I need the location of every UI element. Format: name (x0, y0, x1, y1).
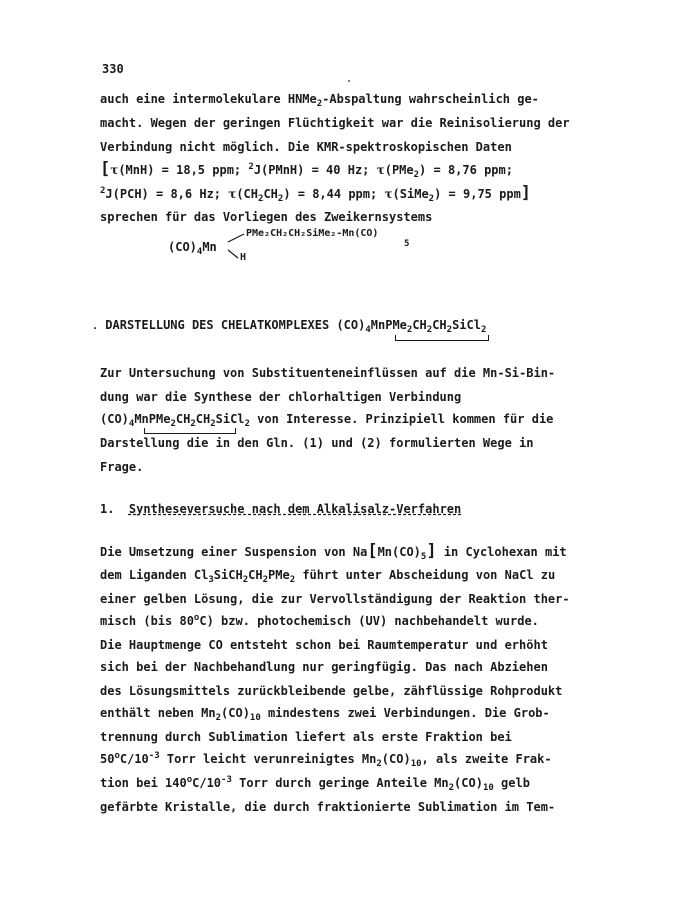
text-segment: C/10 (192, 776, 222, 790)
subscript: 2 (215, 713, 222, 723)
text-line (100, 751, 552, 769)
subscript: 2 (446, 325, 453, 335)
text-line: gefärbte Kristalle, die durch fraktionierte Sublimation im Tem- (100, 800, 556, 814)
bracket-close: ] (426, 541, 437, 561)
subscript: 2 (426, 325, 433, 335)
text-line (100, 92, 539, 109)
text-segment: (CH (236, 187, 259, 201)
text-line (100, 541, 567, 562)
subscript: 2 (244, 419, 250, 429)
subscript: 2 (448, 783, 455, 793)
text-segment: (PMe (384, 163, 414, 177)
text-segment: in Cyclohexan mit (436, 545, 567, 559)
text-segment: C/10 (119, 752, 149, 766)
text-line: Zur Untersuchung von Substituenteneinflüssen auf die Mn-Si-Bin- (100, 366, 556, 380)
superscript: -3 (221, 775, 232, 785)
text-segment: (CO) (168, 240, 197, 254)
text-segment: SiCH (213, 568, 243, 582)
text-line (100, 412, 554, 429)
margin-mark: . (92, 321, 99, 332)
subscript: 2 (316, 99, 323, 109)
text-segment: mindestens zwei Verbindungen. Die Grob- (260, 706, 550, 720)
text-segment: MnPMe (370, 318, 407, 332)
text-segment: (SiMe (392, 187, 429, 201)
subscript: 2 (376, 759, 382, 769)
text-segment: (CO) (381, 752, 411, 766)
subscript: 2 (258, 194, 264, 204)
formula-co4mn (168, 240, 217, 257)
bracket-open: [ (367, 541, 378, 561)
text-segment: (MnH) = 18,5 ppm; (118, 163, 242, 177)
subscript: 10 (249, 713, 261, 723)
text-segment: auch eine intermolekulare HNMe (100, 92, 317, 106)
subscript: 2 (210, 419, 216, 429)
text-line (100, 706, 550, 723)
scan-speck (348, 80, 350, 82)
subscript: 2 (289, 575, 296, 585)
text-line: sich bei der Nachbehandlung nur geringfügig. Das nach Abziehen (100, 660, 548, 674)
text-segment: J(PMnH) = 40 Hz; (253, 163, 370, 177)
subscript: 2 (170, 419, 176, 429)
chelate-ring-bracket (395, 335, 489, 341)
text-segment: 50 (100, 752, 115, 766)
subscript: 3 (208, 575, 214, 585)
subscript: 2 (277, 194, 284, 204)
text-segment: Die Umsetzung einer Suspension von Na (100, 545, 368, 559)
subscript: 2 (480, 325, 487, 335)
section-title: Syntheseversuche nach dem Alkalisalz-Verfahren (128, 502, 462, 516)
subscript: 2 (413, 170, 420, 180)
subscript: 4 (128, 419, 135, 429)
tau-symbol: τ (228, 187, 237, 201)
text-segment: C) bzw. photochemisch (UV) nachbehandelt wurde. (199, 614, 539, 628)
text-segment: CH (175, 412, 191, 426)
text-segment: (CO) (221, 706, 250, 720)
subscript: 2 (190, 419, 196, 429)
chelate-ring-bracket (144, 428, 236, 434)
text-segment: CH (248, 568, 263, 582)
text-segment: Mn(CO) (377, 545, 421, 559)
text-segment: Torr durch geringe Anteile Mn (231, 776, 449, 790)
text-line: Die Hauptmenge CO entsteht schon bei Raumtemperatur und erhöht (100, 638, 548, 652)
text-segment: ) = 8,76 ppm; (419, 163, 513, 177)
text-segment: (CO) (454, 776, 483, 790)
subscript: 5 (420, 552, 427, 562)
text-segment: CH (195, 412, 211, 426)
structural-formula: $(CO)_4Mn$ PMe₂CH₂CH₂SiMe₂-Mn(CO) 5 H (168, 226, 428, 266)
text-segment: Torr leicht verunreinigtes Mn (159, 752, 377, 766)
text-line (100, 775, 530, 793)
tau-symbol: τ (376, 163, 385, 177)
subscript: 4 (365, 325, 371, 335)
text-segment: ) = 9,75 ppm (434, 187, 521, 201)
text-segment: CH (263, 187, 278, 201)
nmr-data-line-2 (100, 183, 532, 204)
text-line: Darstellung die in den Gln. (1) und (2) formulierten Wege in (100, 436, 534, 450)
superscript: o (114, 751, 120, 761)
text-segment: SiCl (215, 412, 245, 426)
bracket-close: ] (520, 183, 532, 203)
text-line (100, 568, 556, 585)
text-line: einer gelben Lösung, die zur Vervollständigung der Reaktion ther- (100, 592, 570, 606)
text-segment: Mn (202, 240, 217, 254)
text-segment: tion bei 140 (100, 776, 187, 790)
text-segment: -Abspaltung wahrscheinlich ge- (322, 92, 539, 106)
section-heading-chelate (92, 318, 486, 334)
text-segment: MnPMe (134, 412, 171, 426)
text-line (100, 614, 539, 628)
text-segment: CH (412, 318, 427, 332)
subscript: 2 (406, 325, 413, 335)
subscript: 10 (482, 783, 494, 793)
formula-upper-chain: PMe₂CH₂CH₂SiMe₂-Mn(CO) (246, 228, 379, 239)
text-segment: gelb (493, 776, 530, 790)
superscript: o (193, 613, 200, 623)
text-segment: , als zweite Frak- (421, 752, 552, 766)
bracket-open: [ (100, 159, 111, 179)
superscript: 2 (248, 162, 254, 172)
text-segment: enthält neben Mn (100, 706, 216, 720)
text-segment: SiCl (452, 318, 481, 332)
superscript: 2 (100, 186, 106, 196)
formula-hydride: H (240, 252, 247, 263)
text-segment: J(PCH) = 8,6 Hz; (105, 187, 222, 201)
superscript: -3 (148, 751, 160, 761)
section-number: 1. (100, 502, 115, 516)
text-segment: DARSTELLUNG DES CHELATKOMPLEXES (CO) (105, 318, 366, 332)
text-segment: dem Liganden Cl (100, 568, 209, 582)
text-line: dung war die Synthese der chlorhaltigen Verbindung (100, 390, 462, 404)
text-segment: führt unter Abscheidung von NaCl zu (295, 568, 556, 582)
text-segment: misch (bis 80 (100, 614, 194, 628)
text-segment: ) = 8,44 ppm; (283, 187, 378, 201)
tau-symbol: τ (384, 187, 393, 201)
text-segment: CH (432, 318, 447, 332)
text-segment: von Interesse. Prinzipiell kommen für die (249, 412, 554, 426)
page-number: 330 (102, 62, 124, 76)
subscript: 2 (428, 194, 435, 204)
text-line: macht. Wegen der geringen Flüchtigkeit war die Reinisolierung der (100, 116, 570, 130)
subsection-heading (100, 502, 461, 516)
nmr-data-line-1 (100, 159, 513, 180)
subscript: 10 (410, 759, 422, 769)
text-line: des Lösungsmittels zurückbleibende gelbe, zähflüssige Rohprodukt (100, 684, 563, 698)
tau-symbol: τ (110, 163, 119, 177)
text-line: trennung durch Sublimation liefert als erste Fraktion bei (100, 730, 512, 744)
text-line: Verbindung nicht möglich. Die KMR-spektroskopischen Daten (100, 140, 512, 154)
text-segment: PMe (268, 568, 290, 582)
subscript: 2 (242, 575, 249, 585)
text-line: Frage. (100, 460, 144, 474)
subscript: 2 (262, 575, 268, 585)
superscript: o (186, 775, 193, 785)
text-line: sprechen für das Vorliegen des Zweikernsystems (100, 210, 433, 224)
text-segment: (CO) (100, 412, 129, 426)
subscript: 4 (196, 247, 203, 257)
